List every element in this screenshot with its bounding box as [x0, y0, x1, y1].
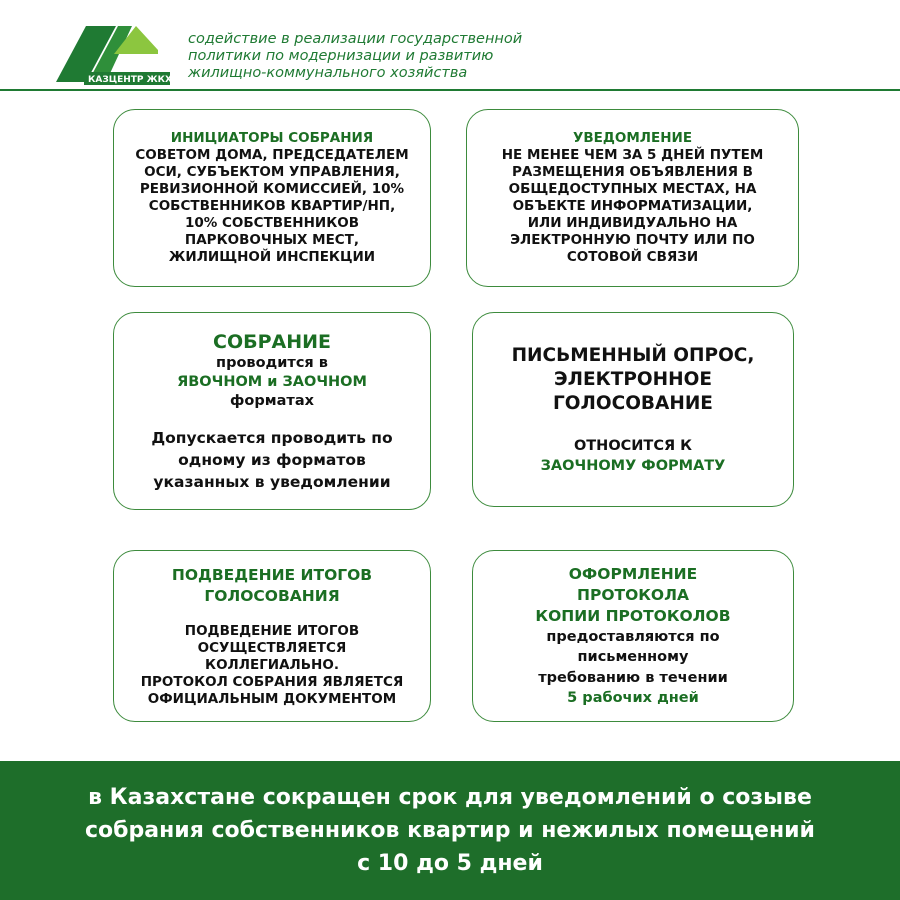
card-meeting: [113, 312, 431, 510]
footer-banner: [0, 761, 900, 900]
card-line-highlight: ЯВОЧНОМ и ЗАОЧНОМ: [177, 373, 367, 390]
card-line: письменному: [577, 649, 689, 665]
card-title: УВЕДОМЛЕНИЕ: [572, 130, 693, 146]
card-title: ИНИЦИАТОРЫ СОБРАНИЯ: [170, 130, 374, 146]
logo-wordmark: КАЗЦЕНТР ЖКХ: [88, 75, 172, 85]
card-body: [121, 147, 422, 266]
card-line: ПОДВЕДЕНИЕ ИТОГОВ: [184, 622, 360, 639]
footer-line: с 10 до 5 дней: [357, 851, 543, 876]
card-initiators: [113, 109, 431, 287]
card-line: ИЛИ ИНДИВИДУАЛЬНО НА: [527, 215, 738, 231]
card-title: [535, 564, 730, 627]
card-line: ПРОТОКОЛ СОБРАНИЯ ЯВЛЯЕТСЯ: [140, 673, 404, 690]
title-line: КОПИИ ПРОТОКОЛОВ: [535, 606, 731, 625]
card-line: НЕ МЕНЕЕ ЧЕМ ЗА 5 ДНЕЙ ПУТЕМ: [501, 147, 764, 163]
kazcenter-logo: [52, 20, 172, 86]
card-line: ОСИ, СУБЪЕКТОМ УПРАВЛЕНИЯ,: [144, 164, 400, 180]
card-results: [113, 550, 431, 722]
card-line: форматах: [230, 392, 314, 409]
card-line: ЖИЛИЩНОЙ ИНСПЕКЦИИ: [168, 249, 376, 265]
card-line: СОВЕТОМ ДОМА, ПРЕДСЕДАТЕЛЕМ: [135, 147, 409, 163]
footer-line: собрания собственников квартир и нежилых помещений: [85, 818, 815, 843]
title-line: ПРОТОКОЛА: [577, 585, 689, 604]
card-title: СОБРАНИЕ: [213, 330, 331, 353]
card-body: [541, 436, 726, 476]
card-line: РАЗМЕЩЕНИЯ ОБЪЯВЛЕНИЯ В: [512, 164, 753, 180]
card-title: [156, 565, 388, 607]
tagline-line: содействие в реализации государственной: [188, 31, 523, 47]
title-line: ПОДВЕДЕНИЕ ИТОГОВ: [171, 565, 373, 584]
title-line: ОФОРМЛЕНИЕ: [568, 564, 698, 583]
card-note: [133, 427, 410, 493]
title-line: ГОЛОСОВАНИЯ: [204, 586, 340, 605]
card-line: ОБЪЕКТЕ ИНФОРМАТИЗАЦИИ,: [512, 198, 753, 214]
note-line: указанных в уведомлении: [153, 472, 391, 491]
title-line: ЭЛЕКТРОННОЕ: [554, 368, 712, 390]
card-line: проводится в: [216, 354, 328, 371]
tagline-line: политики по модернизации и развитию: [188, 48, 494, 64]
card-line: КОЛЛЕГИАЛЬНО.: [205, 656, 339, 673]
title-line: ГОЛОСОВАНИЕ: [553, 392, 713, 414]
card-body: [123, 623, 422, 708]
card-notification: [466, 109, 799, 287]
card-line: 10% СОБСТВЕННИКОВ: [184, 215, 359, 231]
card-body: [488, 147, 778, 266]
card-line: ОСУЩЕСТВЛЯЕТСЯ: [197, 639, 347, 656]
header-tagline: [188, 31, 588, 82]
title-line: ПИСЬМЕННЫЙ ОПРОС,: [511, 344, 755, 366]
note-line: Допускается проводить по: [151, 428, 393, 447]
card-line: ОБЩЕДОСТУПНЫХ МЕСТАХ, НА: [508, 181, 757, 197]
card-line-highlight: ЗАОЧНОМУ ФОРМАТУ: [540, 457, 726, 474]
card-line: РЕВИЗИОННОЙ КОМИССИЕЙ, 10%: [139, 181, 405, 197]
header-divider: [0, 89, 900, 91]
card-line: ЭЛЕКТРОННУЮ ПОЧТУ ИЛИ ПО: [510, 232, 755, 248]
note-line: одному из форматов: [178, 450, 366, 469]
card-line-highlight: 5 рабочих дней: [567, 690, 699, 706]
card-line: предоставляются по: [546, 628, 720, 645]
tagline-line: жилищно-коммунального хозяйства: [188, 65, 468, 81]
card-line: требованию в течении: [538, 669, 728, 686]
card-line: СОБСТВЕННИКОВ КВАРТИР/НП,: [148, 198, 396, 214]
card-line: ОФИЦИАЛЬНЫМ ДОКУМЕНТОМ: [147, 690, 397, 707]
card-line: СОТОВОЙ СВЯЗИ: [566, 249, 699, 265]
card-body: [498, 627, 768, 709]
footer-text: [85, 781, 815, 880]
card-protocol: [472, 550, 794, 722]
card-line: ОТНОСИТСЯ К: [573, 437, 693, 454]
card-written-poll: [472, 312, 794, 507]
card-title: [492, 344, 775, 416]
card-line: ПАРКОВОЧНЫХ МЕСТ,: [184, 232, 360, 248]
footer-line: в Казахстане сокращен срок для уведомлений о созыве: [88, 785, 812, 810]
